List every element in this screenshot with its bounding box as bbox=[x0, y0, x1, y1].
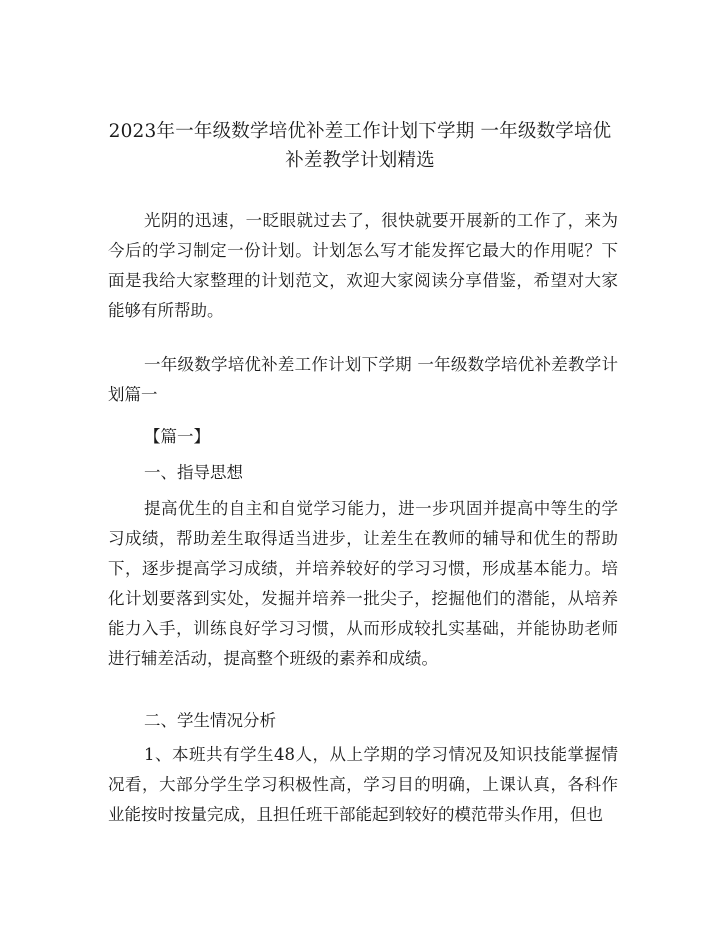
subtitle-paragraph: 一年级数学培优补差工作计划下学期 一年级数学培优补差教学计划篇一 bbox=[108, 355, 618, 404]
student-analysis-paragraph: 1、本班共有学生48人，从上学期的学习情况及知识技能掌握情况看，大部分学生学习积极性高，学习目的明确，上课认真，各科作业能按时按量完成，且担任班干部能起到较好的模范带头作用，但也 bbox=[108, 745, 618, 824]
section-mark: 【篇一】 bbox=[144, 427, 210, 446]
intro-paragraph: 光阴的迅速，一眨眼就过去了，很快就要开展新的工作了，来为今后的学习制定一份计划。计划怎么写才能发挥它最大的作用呢？下面是我给大家整理的计划范文，欢迎大家阅读分享借鉴，希望对大家能够有所帮助。 bbox=[108, 211, 618, 320]
document-title: 2023年一年级数学培优补差工作计划下学期 一年级数学培优补差教学计划精选 bbox=[108, 121, 612, 171]
heading-student-analysis: 二、学生情况分析 bbox=[144, 711, 276, 730]
guiding-thought-paragraph: 提高优生的自主和自觉学习能力，进一步巩固并提高中等生的学习成绩，帮助差生取得适当进步，让差生在教师的辅导和优生的帮助下，逐步提高学习成绩，并培养较好的学习习惯，形成基本能力。培化计划要落到实处，发掘并培养一批尖子，挖掘他们的潜能，从培养能力入手，训练良好学习习惯，从而形成较扎实基础，并能协助老师进行辅差活动，提高整个班级的素养和成绩。 bbox=[108, 499, 618, 668]
heading-guiding-thought: 一、指导思想 bbox=[144, 463, 243, 482]
